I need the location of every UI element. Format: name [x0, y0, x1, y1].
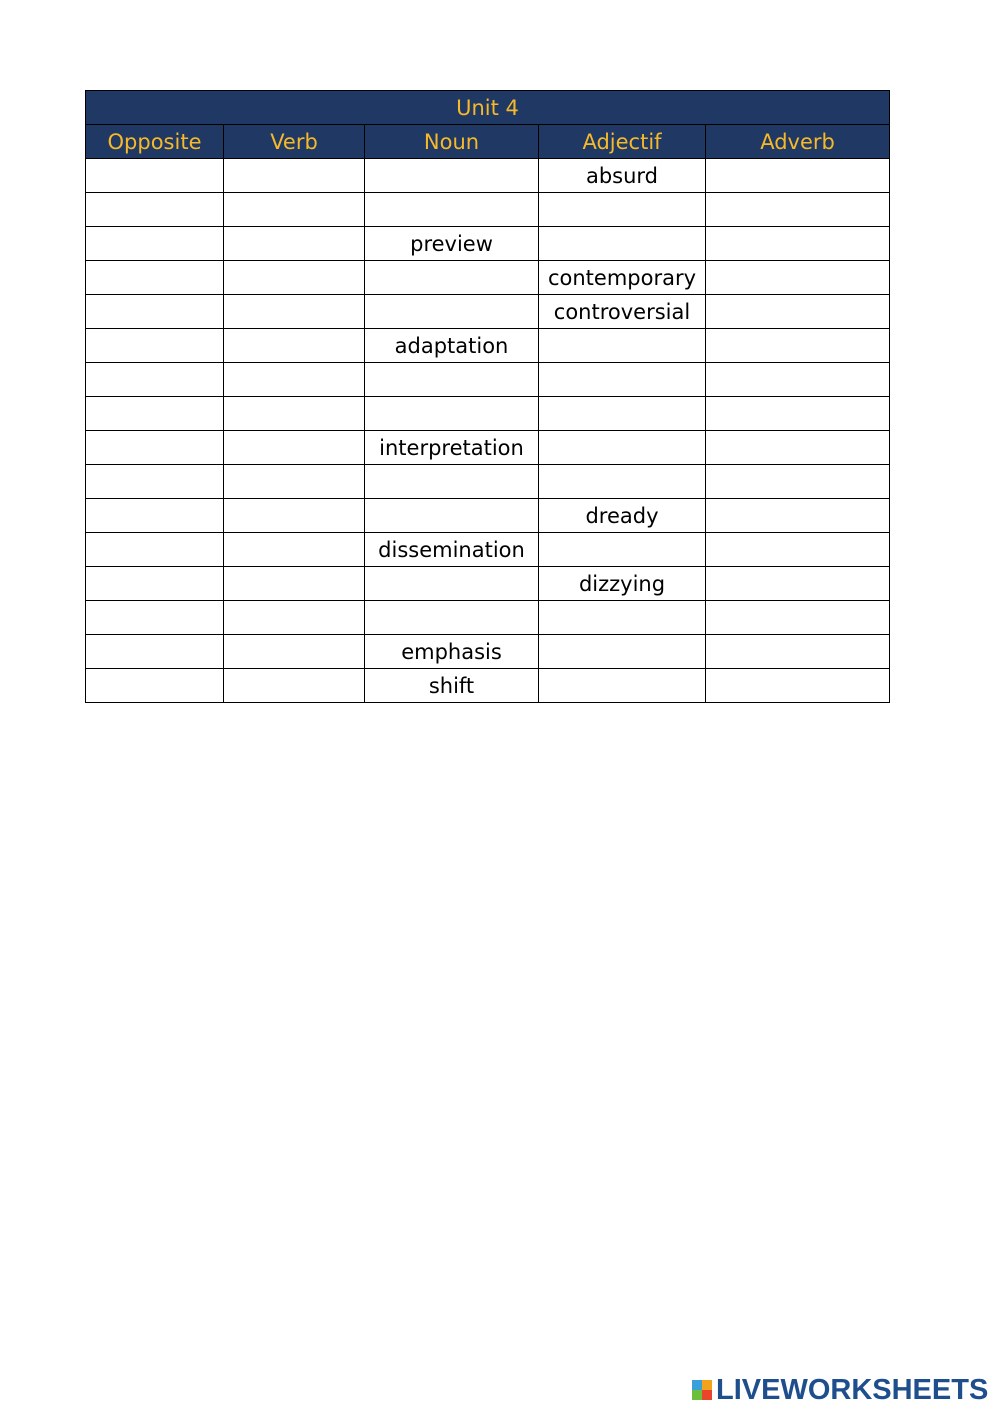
cell-verb[interactable]: [224, 397, 365, 431]
cell-opposite[interactable]: [86, 295, 224, 329]
answer-input-verb[interactable]: [224, 227, 365, 261]
cell-noun[interactable]: [365, 295, 539, 329]
cell-adjectif: contemporary: [539, 261, 706, 295]
cell-opposite[interactable]: [86, 397, 224, 431]
answer-input-adverb[interactable]: [706, 193, 890, 227]
cell-adjectif[interactable]: [539, 363, 706, 397]
cell-adverb[interactable]: [706, 227, 890, 261]
cell-verb[interactable]: [224, 499, 365, 533]
table-row: [86, 567, 890, 601]
cell-verb[interactable]: [224, 193, 365, 227]
answer-input-noun[interactable]: [365, 465, 539, 499]
answer-input-verb[interactable]: [224, 601, 365, 635]
cell-adverb[interactable]: [706, 363, 890, 397]
answer-input-adverb[interactable]: [706, 431, 890, 465]
cell-noun[interactable]: [365, 499, 539, 533]
answer-input-adverb[interactable]: [706, 159, 890, 193]
logo-text: LIVEWORKSHEETS: [716, 1373, 989, 1406]
cell-verb[interactable]: [224, 669, 365, 703]
answer-input-adverb[interactable]: [706, 533, 890, 567]
answer-input-adverb[interactable]: [706, 601, 890, 635]
table-row: [86, 261, 890, 295]
table-row: [86, 397, 890, 431]
answer-input-verb[interactable]: [224, 635, 365, 669]
answer-input-opposite[interactable]: [86, 227, 224, 261]
cell-adverb[interactable]: [706, 193, 890, 227]
answer-input-adverb[interactable]: [706, 465, 890, 499]
worksheet-title: Unit 4: [86, 91, 890, 125]
cell-opposite[interactable]: [86, 499, 224, 533]
answer-input-adjectif[interactable]: [539, 227, 706, 261]
answer-input-adjectif[interactable]: [539, 397, 706, 431]
cell-noun: adaptation: [365, 329, 539, 363]
cell-adverb[interactable]: [706, 159, 890, 193]
answer-input-opposite[interactable]: [86, 193, 224, 227]
worksheet-table: [85, 90, 890, 703]
answer-input-adjectif[interactable]: [539, 465, 706, 499]
answer-input-adjectif[interactable]: [539, 533, 706, 567]
liveworksheets-logo-icon: [692, 1380, 712, 1400]
answer-input-verb[interactable]: [224, 329, 365, 363]
column-header-adverb: Adverb: [706, 125, 890, 159]
cell-noun[interactable]: [365, 465, 539, 499]
answer-input-opposite[interactable]: [86, 295, 224, 329]
answer-input-adjectif[interactable]: [539, 363, 706, 397]
cell-verb[interactable]: [224, 363, 365, 397]
cell-verb[interactable]: [224, 329, 365, 363]
answer-input-noun[interactable]: [365, 261, 539, 295]
answer-input-verb[interactable]: [224, 499, 365, 533]
answer-input-opposite[interactable]: [86, 567, 224, 601]
cell-adjectif[interactable]: [539, 533, 706, 567]
answer-input-opposite[interactable]: [86, 397, 224, 431]
answer-input-noun[interactable]: [365, 193, 539, 227]
cell-opposite[interactable]: [86, 363, 224, 397]
cell-adverb[interactable]: [706, 601, 890, 635]
cell-adverb[interactable]: [706, 567, 890, 601]
answer-input-noun[interactable]: [365, 363, 539, 397]
answer-input-adverb[interactable]: [706, 499, 890, 533]
answer-input-verb[interactable]: [224, 465, 365, 499]
answer-input-opposite[interactable]: [86, 431, 224, 465]
table-row: [86, 329, 890, 363]
cell-opposite[interactable]: [86, 431, 224, 465]
answer-input-opposite[interactable]: [86, 601, 224, 635]
answer-input-noun[interactable]: [365, 567, 539, 601]
answer-input-adjectif[interactable]: [539, 193, 706, 227]
table-row: [86, 159, 890, 193]
cell-adverb[interactable]: [706, 329, 890, 363]
answer-input-adverb[interactable]: [706, 261, 890, 295]
answer-input-noun[interactable]: [365, 601, 539, 635]
column-header-noun: Noun: [365, 125, 539, 159]
cell-adverb[interactable]: [706, 465, 890, 499]
answer-input-adverb[interactable]: [706, 669, 890, 703]
answer-input-adjectif[interactable]: [539, 431, 706, 465]
cell-verb[interactable]: [224, 465, 365, 499]
column-header-opposite: Opposite: [86, 125, 224, 159]
cell-noun: dissemination: [365, 533, 539, 567]
cell-opposite[interactable]: [86, 669, 224, 703]
cell-opposite[interactable]: [86, 465, 224, 499]
answer-input-verb[interactable]: [224, 669, 365, 703]
answer-input-verb[interactable]: [224, 193, 365, 227]
table-row: [86, 465, 890, 499]
table-row: [86, 601, 890, 635]
answer-input-verb[interactable]: [224, 567, 365, 601]
cell-adjectif[interactable]: [539, 329, 706, 363]
cell-adjectif: controversial: [539, 295, 706, 329]
table-row: [86, 227, 890, 261]
table-row: [86, 669, 890, 703]
cell-adverb[interactable]: [706, 261, 890, 295]
cell-verb[interactable]: [224, 567, 365, 601]
cell-noun[interactable]: [365, 567, 539, 601]
cell-adjectif[interactable]: [539, 465, 706, 499]
answer-input-verb[interactable]: [224, 363, 365, 397]
cell-noun: preview: [365, 227, 539, 261]
cell-adjectif: dready: [539, 499, 706, 533]
cell-adjectif: absurd: [539, 159, 706, 193]
answer-input-noun[interactable]: [365, 295, 539, 329]
table-row: [86, 533, 890, 567]
cell-opposite[interactable]: [86, 329, 224, 363]
cell-adjectif[interactable]: [539, 193, 706, 227]
cell-adjectif[interactable]: [539, 431, 706, 465]
answer-input-verb[interactable]: [224, 533, 365, 567]
answer-input-adjectif[interactable]: [539, 669, 706, 703]
cell-adjectif[interactable]: [539, 227, 706, 261]
cell-adjectif[interactable]: [539, 635, 706, 669]
answer-input-adverb[interactable]: [706, 227, 890, 261]
answer-input-noun[interactable]: [365, 159, 539, 193]
answer-input-adverb[interactable]: [706, 635, 890, 669]
answer-input-adjectif[interactable]: [539, 635, 706, 669]
cell-adverb[interactable]: [706, 397, 890, 431]
cell-noun[interactable]: [365, 601, 539, 635]
cell-noun[interactable]: [365, 397, 539, 431]
cell-noun: emphasis: [365, 635, 539, 669]
cell-opposite[interactable]: [86, 193, 224, 227]
cell-verb[interactable]: [224, 431, 365, 465]
cell-adverb[interactable]: [706, 431, 890, 465]
cell-verb[interactable]: [224, 635, 365, 669]
answer-input-adverb[interactable]: [706, 295, 890, 329]
column-header-adjectif: Adjectif: [539, 125, 706, 159]
header-row: [86, 125, 890, 159]
cell-adjectif: dizzying: [539, 567, 706, 601]
table-row: [86, 499, 890, 533]
cell-noun[interactable]: [365, 193, 539, 227]
cell-verb[interactable]: [224, 295, 365, 329]
cell-opposite[interactable]: [86, 261, 224, 295]
answer-input-adverb[interactable]: [706, 363, 890, 397]
cell-adverb[interactable]: [706, 533, 890, 567]
cell-verb[interactable]: [224, 261, 365, 295]
answer-input-opposite[interactable]: [86, 533, 224, 567]
table-row: [86, 193, 890, 227]
answer-input-verb[interactable]: [224, 159, 365, 193]
cell-opposite[interactable]: [86, 635, 224, 669]
cell-verb[interactable]: [224, 227, 365, 261]
answer-input-noun[interactable]: [365, 397, 539, 431]
table-row: [86, 431, 890, 465]
cell-opposite[interactable]: [86, 567, 224, 601]
table-body: [86, 159, 890, 703]
cell-adverb[interactable]: [706, 499, 890, 533]
cell-noun[interactable]: [365, 159, 539, 193]
liveworksheets-logo: [692, 1374, 988, 1406]
answer-input-opposite[interactable]: [86, 159, 224, 193]
answer-input-adjectif[interactable]: [539, 329, 706, 363]
cell-noun[interactable]: [365, 363, 539, 397]
cell-adverb[interactable]: [706, 635, 890, 669]
answer-input-verb[interactable]: [224, 295, 365, 329]
cell-opposite[interactable]: [86, 533, 224, 567]
answer-input-opposite[interactable]: [86, 261, 224, 295]
answer-input-verb[interactable]: [224, 431, 365, 465]
cell-noun: interpretation: [365, 431, 539, 465]
table-row: [86, 363, 890, 397]
answer-input-noun[interactable]: [365, 499, 539, 533]
column-header-verb: Verb: [224, 125, 365, 159]
answer-input-opposite[interactable]: [86, 363, 224, 397]
cell-adjectif[interactable]: [539, 669, 706, 703]
answer-input-adverb[interactable]: [706, 567, 890, 601]
cell-opposite[interactable]: [86, 601, 224, 635]
answer-input-opposite[interactable]: [86, 499, 224, 533]
cell-adverb[interactable]: [706, 295, 890, 329]
answer-input-adverb[interactable]: [706, 329, 890, 363]
answer-input-opposite[interactable]: [86, 465, 224, 499]
answer-input-adverb[interactable]: [706, 397, 890, 431]
cell-opposite[interactable]: [86, 159, 224, 193]
answer-input-opposite[interactable]: [86, 669, 224, 703]
cell-adjectif[interactable]: [539, 601, 706, 635]
cell-noun[interactable]: [365, 261, 539, 295]
table-row: [86, 295, 890, 329]
answer-input-verb[interactable]: [224, 397, 365, 431]
answer-input-adjectif[interactable]: [539, 601, 706, 635]
answer-input-verb[interactable]: [224, 261, 365, 295]
cell-adjectif[interactable]: [539, 397, 706, 431]
answer-input-opposite[interactable]: [86, 329, 224, 363]
cell-verb[interactable]: [224, 159, 365, 193]
cell-opposite[interactable]: [86, 227, 224, 261]
cell-noun: shift: [365, 669, 539, 703]
cell-verb[interactable]: [224, 601, 365, 635]
answer-input-opposite[interactable]: [86, 635, 224, 669]
title-row: [86, 91, 890, 125]
cell-adverb[interactable]: [706, 669, 890, 703]
table-row: [86, 635, 890, 669]
cell-verb[interactable]: [224, 533, 365, 567]
